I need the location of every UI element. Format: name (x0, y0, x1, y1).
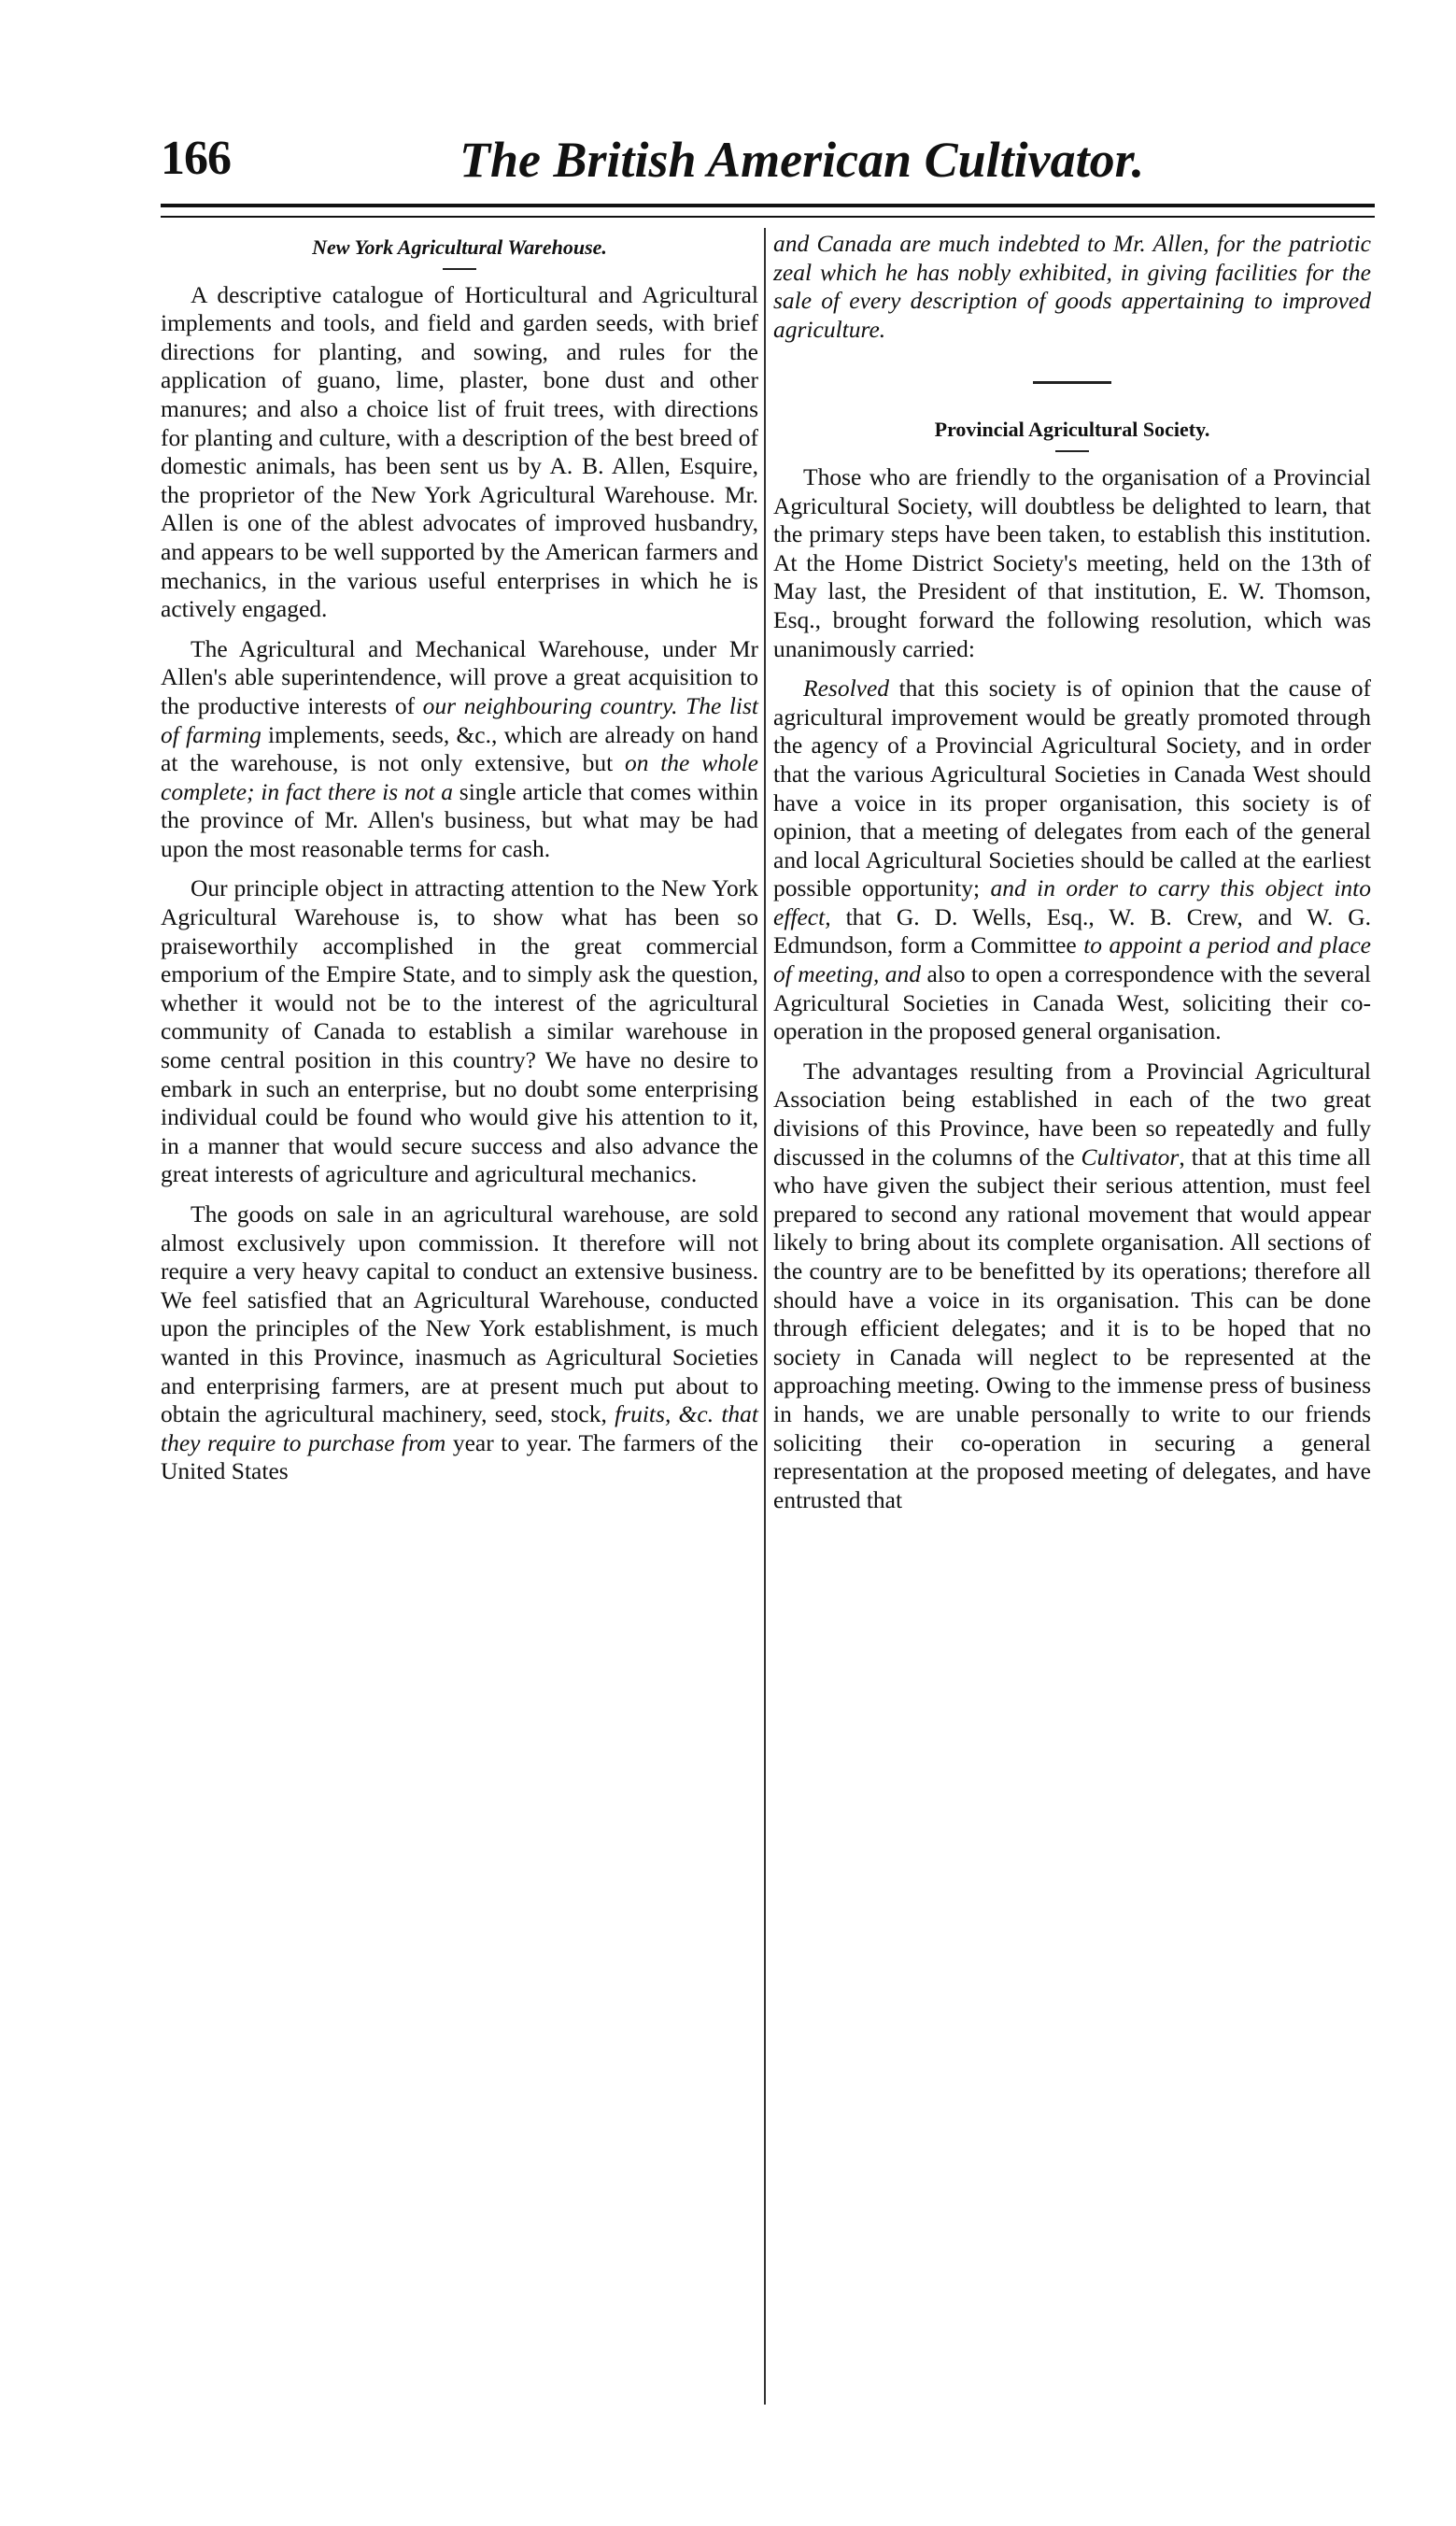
italic-text: Resolved (803, 674, 890, 702)
column-divider (764, 228, 766, 2405)
page-header (161, 131, 1375, 196)
right-column (773, 230, 1371, 1526)
text-run: that this society is of opinion that the cause of agricultural improvement would be greatly promoted through the agency of a Provincial Agricultural Society, and in order that the various Agricultural Societies in Canada West should have a voice in its proper organisation, this society is of opinion, that a meeting of delegates from each of the general and local Agricultural Societies should be called at the earliest possible opportunity; (773, 674, 1371, 902)
paragraph (161, 1200, 758, 1486)
text-run: that G. D. Wells, Esq., W. B. Crew, and W. G. Edmundson, form a Committee (773, 902, 1371, 959)
paragraph: Our principle object in attracting attention to the New York Agricultural Warehouse is, to show what has been so praiseworthily accomplished in the great commercial emporium of the Empire State, and to simply ask the question, whether it would not be to the interest of the agricultural community of Canada to establish a similar warehouse in some central position in this country? We have no desire to embark in such an enterprise, but no doubt some enterprising individual could be found who would give his attention to it, in a manner that would secure success and also advance the great interests of agriculture and agricultural mechanics. (161, 874, 758, 1188)
paragraph (161, 635, 758, 864)
page-number: 166 (161, 132, 231, 185)
text-run: , that at this time all who have given the subject their serious attention, must feel prepared to second any rational movement that would appear likely to bring about its complete organisation. All sections of the country are to be benefitted by its operations; therefore all should have a voice in its organisation. This can be done through efficient delegates; and it is to be hoped that no society in Canada will neglect to be represented at the approaching meeting. Owing to the immense press of business in hands, we are unable personally to write to our friends soliciting their co-operation in securing a general representation at the proposed meeting of delegates, and have entrusted that (773, 1142, 1371, 1513)
left-column (161, 230, 758, 1497)
heading-rule (443, 268, 476, 270)
paragraph-continued: and Canada are much indebted to Mr. Allen, for the patriotic zeal which he has nobly exhibited, in giving facilities for the sale of every description of goods appertaining to improved agriculture. (773, 230, 1371, 343)
text-run: year to year. The farmers of the United States (161, 1428, 758, 1485)
paragraph: A descriptive catalogue of Horticultural and Agricultural implements and tools, and field and garden seeds, with brief directions for planting, and sowing, and rules for the application of guano, lime, plaster, bone dust and other manures; and also a choice list of fruit trees, with directions for planting and culture, with a description of the best breed of domestic animals, has been sent us by A. B. Allen, Esquire, the proprietor of the New York Agricultural Warehouse. Mr. Allen is one of the ablest advocates of improved husbandry, and appears to be well supported by the American farmers and mechanics, in the various useful enterprises in which he is actively engaged. (161, 280, 758, 623)
text-run: single article that comes within the province of Mr. Allen's business, but what may be had upon the most reasonable terms for cash. (161, 777, 758, 862)
italic-text: Cultivator (1081, 1142, 1180, 1171)
paragraph (773, 1057, 1371, 1515)
italic-text: to appoint a period and place of meeting, and (773, 931, 1371, 988)
article-heading-warehouse: New York Agricultural Warehouse. (312, 235, 607, 259)
italic-text: our neighbouring country. The list of farming (161, 691, 759, 748)
resolution-paragraph (773, 674, 1371, 1046)
header-double-rule (161, 204, 1375, 218)
running-title: The British American Cultivator. (459, 132, 1145, 188)
text-run: implements, seeds, &c., which are already on hand at the warehouse, is not only extensive, but (161, 720, 759, 777)
article-heading-provincial-society: Provincial Agricultural Society. (934, 418, 1210, 442)
italic-text: fruits, &c. that they require to purchase from (161, 1400, 758, 1456)
text-run: The advantages resulting from a Provincial Agricultural Association being established in each of the two great divisions of this Province, have been so repeatedly and fully discussed in the columns of the (773, 1057, 1371, 1171)
italic-text: and in order to carry this object into effect, (773, 874, 1371, 930)
article-separator-rule (1033, 381, 1111, 384)
heading-rule (1055, 450, 1089, 452)
paragraph: Those who are friendly to the organisation of a Provincial Agricultural Society, will doubtless be delighted to learn, that the primary steps have been taken, to establish this institution. At the Home District Society's meeting, held on the 13th of May last, the President of that institution, E. W. Thomson, Esq., brought forward the following resolution, which was unanimously carried: (773, 462, 1371, 662)
italic-text: on the whole complete; in fact there is not a (161, 749, 758, 805)
text-run: also to open a correspondence with the several Agricultural Societies in Canada West, soliciting their co-operation in the proposed general organisation. (773, 960, 1371, 1045)
text-run: The Agricultural and Mechanical Warehouse, under Mr Allen's able superintendence, will prove a great acquisition to the productive interests of (161, 634, 758, 719)
text-run: The goods on sale in an agricultural warehouse, are sold almost exclusively upon commission. It therefore will not require a very heavy capital to conduct an extensive business. We feel satisfied that an Agricultural Warehouse, conducted upon the principles of the New York establishment, is much wanted in this Province, inasmuch as Agricultural Societies and enterprising farmers, are at present much put about to obtain the agricultural machinery, seed, stock, (161, 1200, 758, 1428)
